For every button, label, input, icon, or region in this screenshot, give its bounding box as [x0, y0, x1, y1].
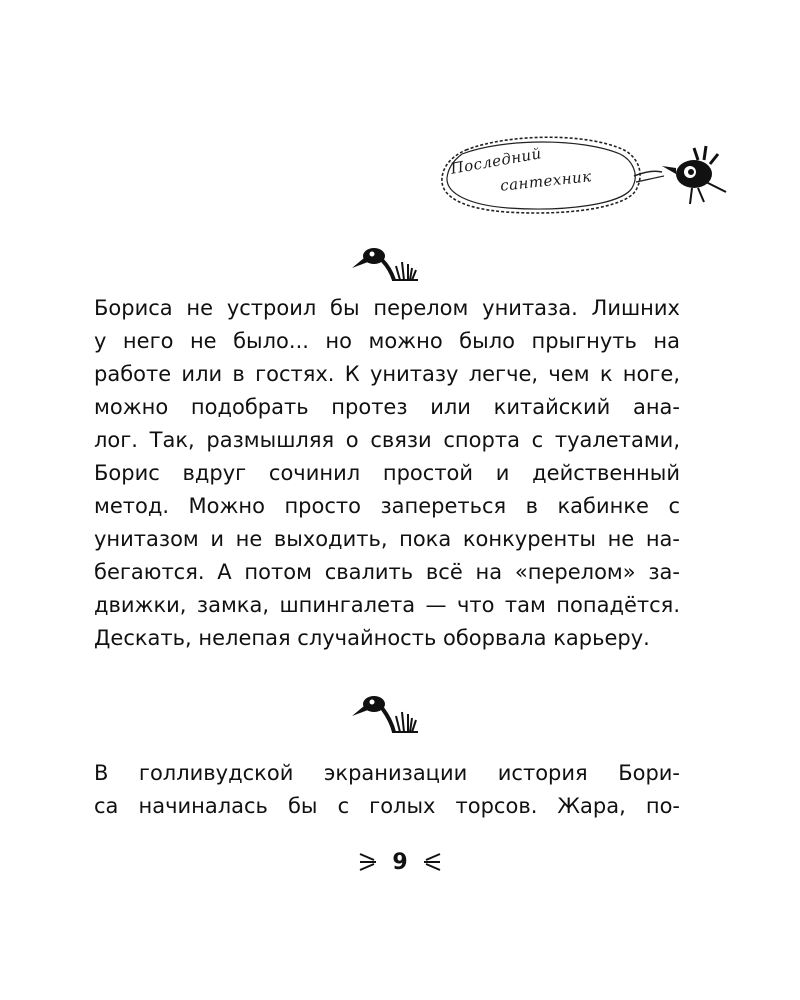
- ornament-chevron-icon: [422, 850, 442, 874]
- text-line: са начиналась бы с голых торсов. Жара, по-: [94, 794, 680, 818]
- page-number-value: 9: [392, 849, 408, 875]
- bird-divider-icon: [352, 240, 422, 286]
- text-line: можно подобрать протез или китайский ана-: [94, 395, 680, 419]
- badge-title-line2: сантехник: [499, 167, 593, 195]
- paragraph-1: [94, 292, 680, 655]
- text-line: движки, замка, шпингалета — что там попадётся.: [94, 593, 680, 617]
- text-line: Бориса не устроил бы перелом унитаза. Лишних: [94, 296, 680, 320]
- bird-divider-icon: [352, 688, 422, 738]
- badge-title-line1: Последний: [449, 144, 544, 178]
- paragraph-2: [94, 757, 680, 823]
- text-line: Дескать, нелепая случайность оборвала карьеру.: [94, 626, 650, 650]
- header-badge: [436, 132, 736, 222]
- text-line: бегаются. А потом свалить всё на «перелом» за-: [94, 560, 680, 584]
- text-line: В голливудской экранизации история Бори-: [94, 761, 680, 785]
- text-line: метод. Можно просто запереться в кабинке с: [94, 494, 680, 518]
- page-number: [340, 844, 460, 880]
- text-line: унитазом и не выходить, пока конкуренты не на-: [94, 527, 680, 551]
- text-line: работе или в гостях. К унитазу легче, чем к ноге,: [94, 362, 680, 386]
- text-line: у него не было... но можно было прыгнуть на: [94, 329, 680, 353]
- text-line: Борис вдруг сочинил простой и действенный: [94, 461, 680, 485]
- text-line: лог. Так, размышляя о связи спорта с туалетами,: [94, 428, 680, 452]
- ornament-chevron-icon: [358, 850, 378, 874]
